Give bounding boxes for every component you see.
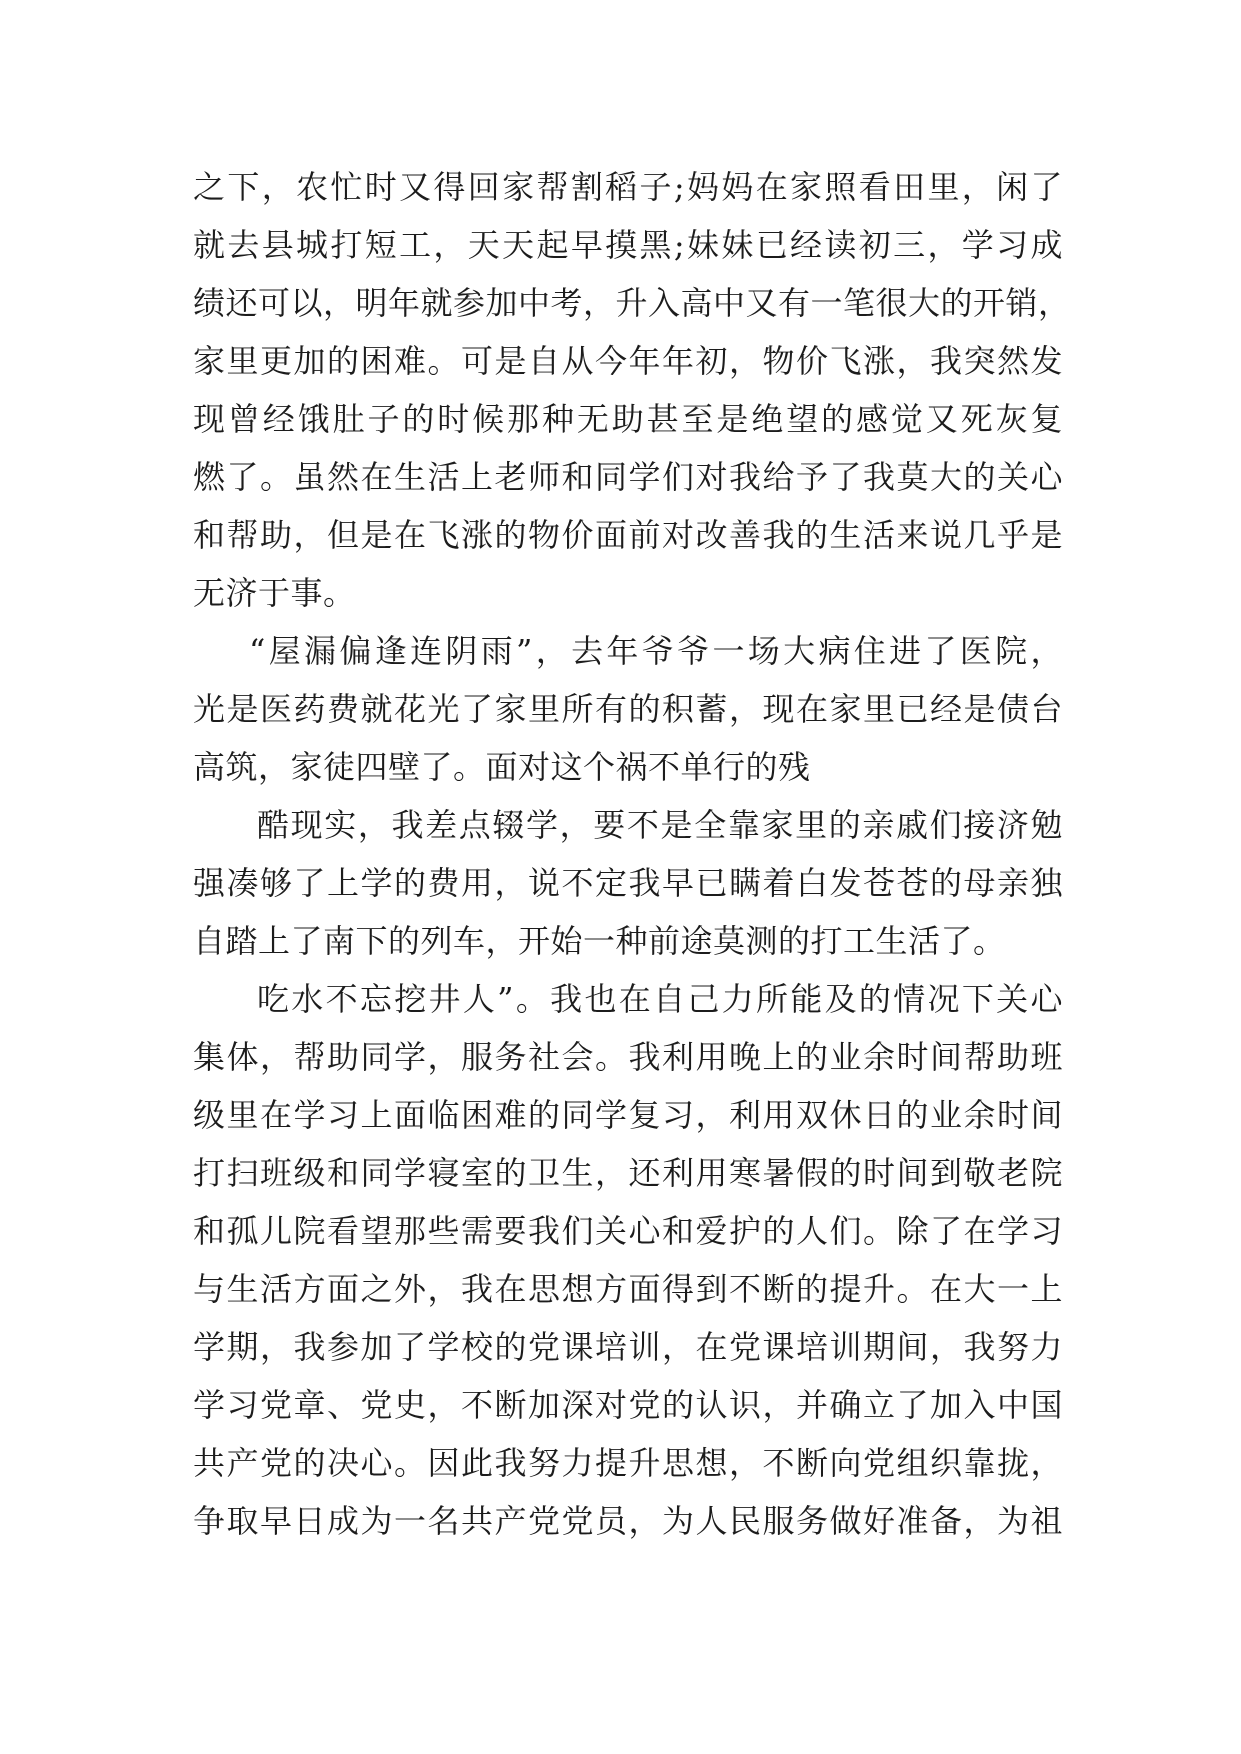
text-line: “屋漏偏逢连阴雨”，去年爷爷一场大病住进了医院， [249, 632, 1063, 670]
text-line: 自踏上了南下的列车，开始一种前途莫测的打工生活了。 [193, 922, 1006, 960]
text-line: 家里更加的困难。可是自从今年年初，物价飞涨，我突然发 [193, 342, 1063, 380]
text-line: 光是医药费就花光了家里所有的积蓄，现在家里已经是债台 [193, 690, 1063, 728]
text-line: 无济于事。 [193, 574, 356, 612]
text-line: 学习党章、党史，不断加深对党的认识，并确立了加入中国 [193, 1386, 1063, 1424]
text-line: 与生活方面之外，我在思想方面得到不断的提升。在大一上 [193, 1270, 1063, 1308]
text-line: 高筑，家徒四壁了。面对这个祸不单行的残 [193, 748, 811, 786]
text-line: 和帮助，但是在飞涨的物价面前对改善我的生活来说几乎是 [193, 516, 1063, 554]
text-line: 共产党的决心。因此我努力提升思想，不断向党组织靠拢， [193, 1444, 1063, 1482]
text-line: 打扫班级和同学寝室的卫生，还利用寒暑假的时间到敬老院 [193, 1154, 1063, 1192]
text-line: 酷现实，我差点辍学，要不是全靠家里的亲戚们接济勉 [257, 806, 1063, 844]
text-line: 燃了。虽然在生活上老师和同学们对我给予了我莫大的关心 [193, 458, 1063, 496]
text-line: 绩还可以，明年就参加中考，升入高中又有一笔很大的开销， [193, 284, 1071, 322]
text-line: 级里在学习上面临困难的同学复习，利用双休日的业余时间 [193, 1096, 1063, 1134]
text-line: 集体，帮助同学，服务社会。我利用晚上的业余时间帮助班 [193, 1038, 1063, 1076]
text-line: 强凑够了上学的费用，说不定我早已瞒着白发苍苍的母亲独 [193, 864, 1063, 902]
text-line: 和孤儿院看望那些需要我们关心和爱护的人们。除了在学习 [193, 1212, 1063, 1250]
body-text [193, 158, 1071, 1550]
text-line: 现曾经饿肚子的时候那种无助甚至是绝望的感觉又死灰复 [193, 400, 1063, 438]
text-line: 学期，我参加了学校的党课培训，在党课培训期间，我努力 [193, 1328, 1063, 1366]
text-line: 之下，农忙时又得回家帮割稻子;妈妈在家照看田里，闲了 [193, 168, 1063, 206]
text-line: 争取早日成为一名共产党党员，为人民服务做好准备，为祖 [193, 1502, 1063, 1540]
text-line: 吃水不忘挖井人”。我也在自己力所能及的情况下关心 [257, 980, 1063, 1018]
text-line: 就去县城打短工，天天起早摸黑;妹妹已经读初三，学习成 [193, 226, 1063, 264]
